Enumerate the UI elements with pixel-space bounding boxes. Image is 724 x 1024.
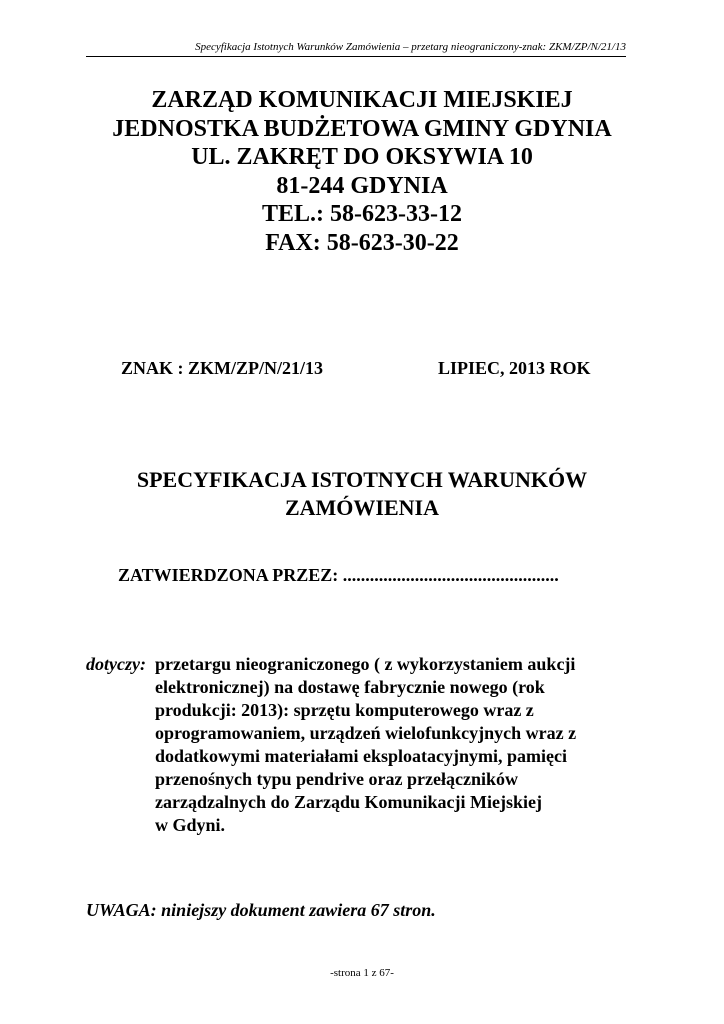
page-number: -strona 1 z 67-	[330, 967, 394, 979]
approved-by-line: ZATWIERDZONA PRZEZ: ................................................	[118, 565, 559, 585]
subject-line: produkcji: 2013): sprzętu komputerowego wraz z	[155, 700, 534, 720]
document-title	[0, 466, 724, 522]
organization-subtitle: JEDNOSTKA BUDŻETOWA GMINY GDYNIA	[112, 115, 612, 142]
subject-line: przenośnych typu pendrive oraz przełączników	[155, 769, 518, 789]
organization-fax: FAX: 58-623-30-22	[265, 229, 459, 256]
document-title-line: SPECYFIKACJA ISTOTNYCH WARUNKÓW	[136, 467, 588, 492]
subject-line: zarządzalnych do Zarządu Komunikacji Miejskiej	[155, 792, 542, 812]
organization-name: ZARZĄD KOMUNIKACJI MIEJSKIEJ	[151, 87, 573, 113]
organization-postal-city: 81-244 GDYNIA	[276, 172, 448, 199]
subject-line: w Gdyni.	[155, 815, 226, 835]
header-divider	[86, 56, 626, 57]
organization-phone: TEL.: 58-623-33-12	[262, 201, 462, 227]
subject-line: dodatkowymi materiałami eksploatacyjnymi, pamięci	[155, 746, 567, 766]
subject-line: oprogramowaniem, urządzeń wielofunkcyjnych wraz z	[155, 723, 577, 743]
organization-street: UL. ZAKRĘT DO OKSYWIA 10	[191, 144, 533, 170]
subject-label: dotyczy:	[86, 654, 146, 674]
subject-text	[155, 653, 635, 837]
reference-sign: ZNAK : ZKM/ZP/N/21/13	[121, 358, 323, 378]
document-title-line: ZAMÓWIENIA	[284, 495, 439, 520]
organization-block	[0, 86, 724, 257]
running-header: Specyfikacja Istotnych Warunków Zamówienia – przetarg nieograniczony-znak: ZKM/ZP/N/21/13	[195, 41, 626, 53]
reference-date: LIPIEC, 2013 ROK	[438, 358, 591, 378]
page-count-note: UWAGA: niniejszy dokument zawiera 67 stron.	[86, 900, 436, 920]
subject-line: elektronicznej) na dostawę fabrycznie nowego (rok	[155, 677, 545, 697]
subject-line: przetargu nieograniczonego ( z wykorzystaniem aukcji	[155, 654, 576, 674]
